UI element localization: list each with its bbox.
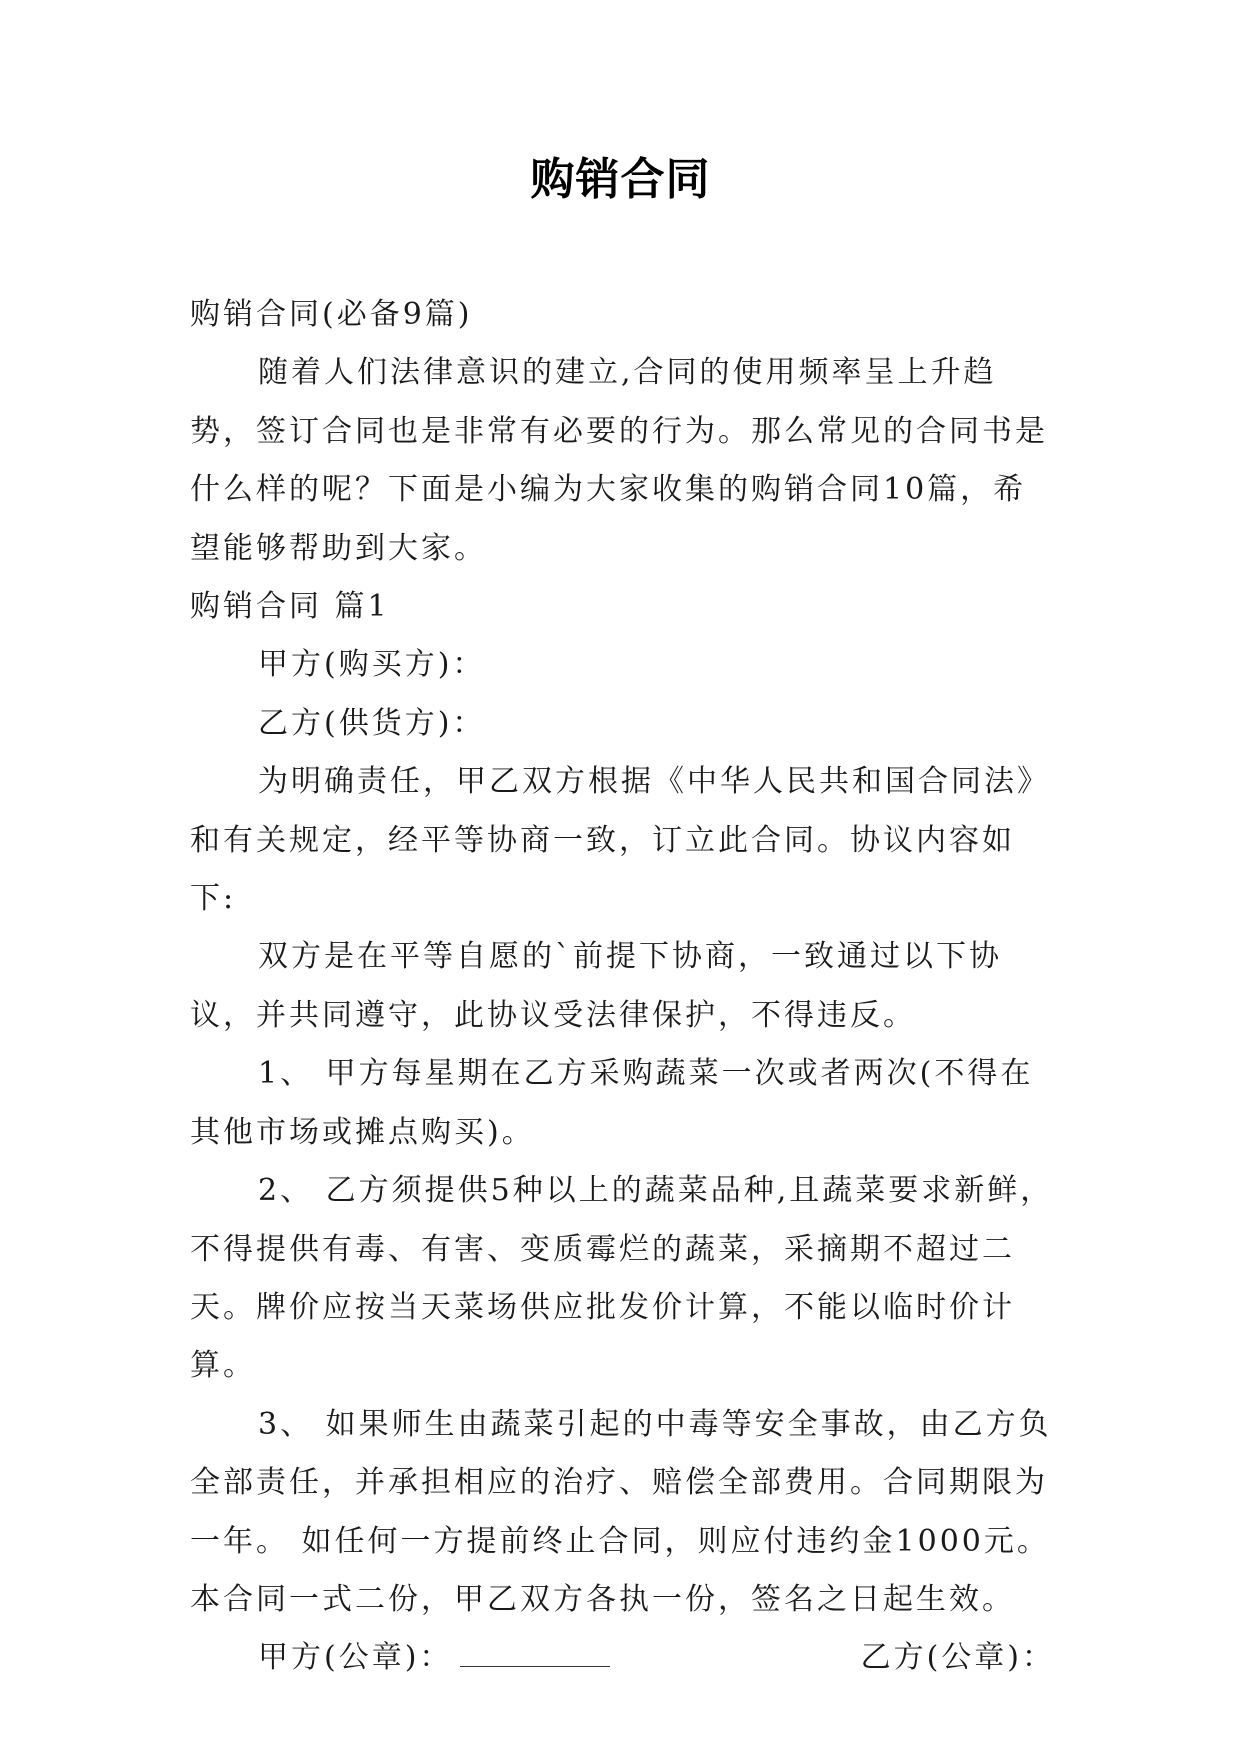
clause-3: 3、 如果师生由蔬菜引起的中毒等安全事故，由乙方负全部责任，并承担相应的治疗、赔偿全部费用。合同期限为一年。 如任何一方提前终止合同，则应付违约金1000元。本合同一式二份，甲乙双方各执一份，签名之日起生效。 bbox=[190, 1406, 1052, 1617]
section-heading: 购销合同 篇1 bbox=[190, 589, 390, 625]
signature-row bbox=[190, 1629, 1055, 1687]
party-b-line: 乙方(供货方)： bbox=[258, 705, 486, 741]
clause-1: 1、 甲方每星期在乙方采购蔬菜一次或者两次(不得在其他市场或摊点购买)。 bbox=[190, 1056, 1034, 1150]
party-a-seal-label: 甲方(公章)： bbox=[258, 1640, 453, 1676]
document-subtitle: 购销合同(必备9篇) bbox=[190, 297, 473, 332]
purpose-paragraph: 为明确责任，甲乙双方根据《中华人民共和国合同法》和有关规定，经平等协商一致，订立此合同。协议内容如下: bbox=[190, 764, 1050, 917]
party-b-seal-label: 乙方(公章)： bbox=[860, 1640, 1055, 1676]
agreement-paragraph: 双方是在平等自愿的`前提下协商，一致通过以下协议，并共同遵守，此协议受法律保护，不得违反。 bbox=[190, 939, 1002, 1033]
party-a-line: 甲方(购买方)： bbox=[258, 647, 486, 683]
document-body bbox=[190, 286, 1055, 1688]
document-title: 购销合同 bbox=[530, 154, 711, 205]
party-a-signature bbox=[258, 1629, 610, 1687]
party-a-signature-blank bbox=[460, 1642, 610, 1667]
clause-2: 2、 乙方须提供5种以上的蔬菜品种,且蔬菜要求新鲜，不得提供有毒、有害、变质霉烂的蔬菜，采摘期不超过二天。牌价应按当天菜场供应批发价计算，不能以临时价计算。 bbox=[190, 1173, 1054, 1384]
intro-paragraph: 随着人们法律意识的建立,合同的使用频率呈上升趋势，签订合同也是非常有必要的行为。那么常见的合同书是什么样的呢？下面是小编为大家收集的购销合同10篇，希望能够帮助到大家。 bbox=[190, 355, 1048, 566]
